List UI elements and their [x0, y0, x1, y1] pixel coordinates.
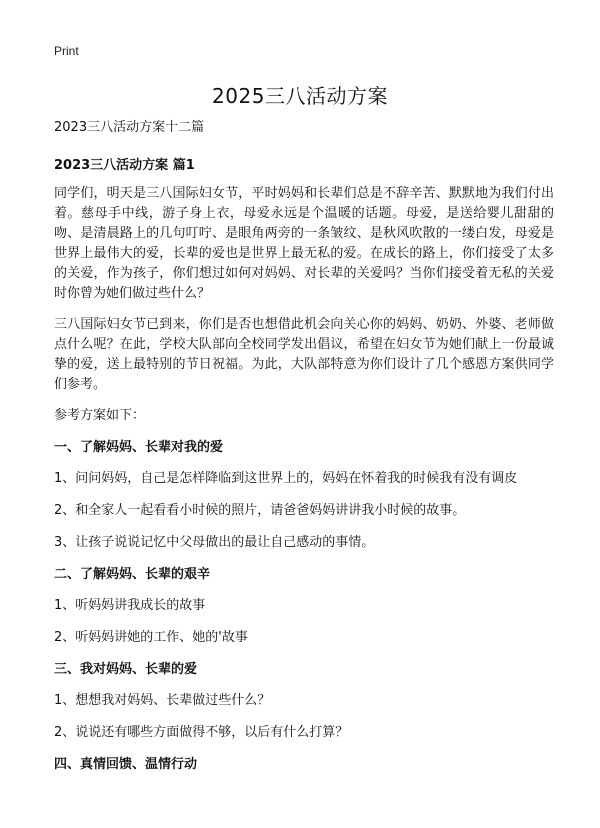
list-item: 2、说说还有哪些方面做得不够，以后有什么打算？ [54, 725, 349, 740]
article-heading: 2023三八活动方案 篇1 [54, 158, 195, 173]
document-body [54, 118, 554, 786]
document-subtitle: 2023三八活动方案十二篇 [54, 120, 205, 135]
list-item: 3、让孩子说说记忆中父母做出的最让自己感动的事情。 [54, 535, 375, 550]
document-title: 2025三八活动方案 [212, 84, 388, 108]
section-heading: 三、我对妈妈、长辈的爱 [54, 662, 198, 677]
reference-intro: 参考方案如下： [54, 408, 146, 423]
list-item: 2、和全家人一起看看小时候的照片，请爸爸妈妈讲讲我小时候的故事。 [54, 503, 466, 518]
list-item: 1、问问妈妈，自己是怎样降临到这世界上的，妈妈在怀着我的时候我有没有调皮 [54, 471, 518, 486]
list-item: 1、听妈妈讲我成长的故事 [54, 598, 206, 613]
section-heading: 二、了解妈妈、长辈的艰辛 [54, 567, 211, 582]
list-item: 1、想想我对妈妈、长辈做过些什么？ [54, 693, 271, 708]
list-item: 2、听妈妈讲她的工作、她的'故事 [54, 630, 248, 645]
paragraph: 同学们，明天是三八国际妇女节，平时妈妈和长辈们总是不辞辛苦、默默地为我们付出着。慈母手中线，游子身上衣，母爱永远是个温暖的话题。母爱，是送给婴儿甜甜的吻、是清晨路上的几句叮咛、是眼角两旁的一条皱纹、是秋风吹散的一缕白发，母爱是世界上最伟大的爱，长辈的爱也是世界上最无私的爱。在成长的路上，你们接受了太多的关爱，作为孩子，你们想过如何对妈妈、对长辈的关爱吗？当你们接受着无私的关爱时你曾为她们做过些什么？ [54, 186, 554, 301]
paragraph: 三八国际妇女节已到来，你们是否也想借此机会向关心你的妈妈、奶奶、外婆、老师做点什么呢？在此，学校大队部向全校同学发出倡议，希望在妇女节为她们献上一份最诚挚的爱，送上最特别的节日祝福。为此，大队部特意为你们设计了几个感恩方案供同学们参考。 [54, 317, 554, 392]
section-heading: 一、了解妈妈、长辈对我的爱 [54, 440, 224, 455]
print-label: Print [54, 44, 79, 58]
section-heading: 四、真情回馈、温情行动 [54, 757, 198, 772]
